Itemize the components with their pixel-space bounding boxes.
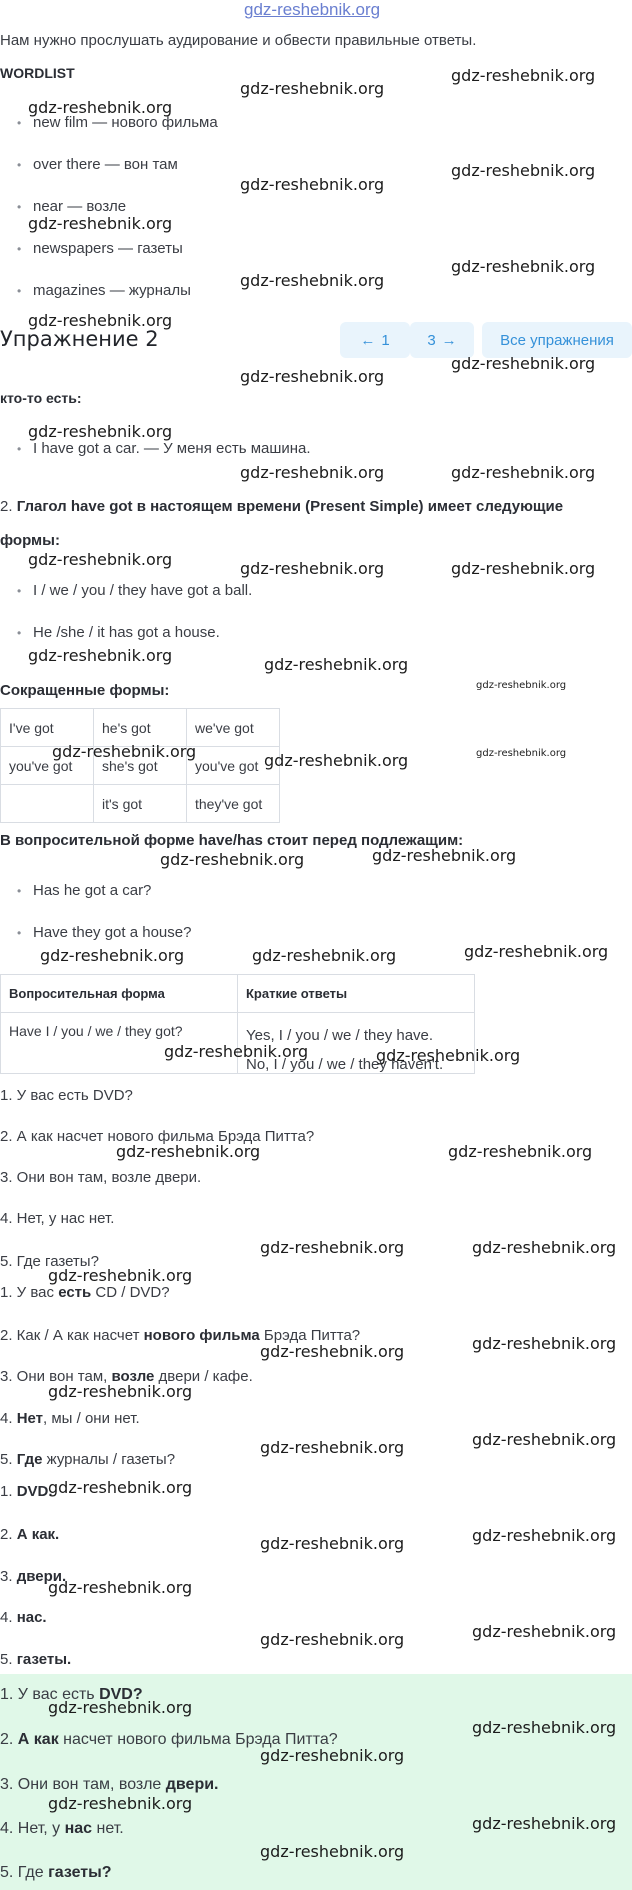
intro-text: Нам нужно прослушать аудирование и обвести правильные ответы.	[0, 32, 477, 49]
final-line: 3. Они вон там, возле двери.	[0, 1776, 219, 1793]
site-title-link[interactable]: gdz-reshebnik.org	[244, 0, 381, 19]
table-cell: Have I / you / we / they got?	[1, 1013, 238, 1074]
all-exercises-button[interactable]: Все упражнения	[482, 322, 632, 358]
watermark: gdz-reshebnik.org	[48, 1478, 193, 1497]
watermark: gdz-reshebnik.org	[476, 748, 567, 759]
variant-line: 4. Нет, мы / они нет.	[0, 1410, 140, 1427]
wordlist-title: WORDLIST	[0, 65, 75, 81]
watermark: gdz-reshebnik.org	[116, 1142, 261, 1161]
watermark: gdz-reshebnik.org	[448, 1142, 593, 1161]
watermark: gdz-reshebnik.org	[472, 1718, 617, 1737]
arrow-left-icon: ←	[360, 331, 376, 349]
exercise-title: Упражнение 2	[0, 327, 159, 351]
watermark: gdz-reshebnik.org	[164, 1042, 309, 1061]
grammar-example: • I have got a car. — У меня есть машина.	[33, 440, 311, 457]
prev-exercise-button[interactable]: ← 1	[340, 322, 410, 358]
translation-line: 5. Где газеты?	[0, 1253, 99, 1270]
table-cell: Yes, I / you / we / they have. No, I / you / we / they haven't.	[238, 1013, 475, 1074]
watermark: gdz-reshebnik.org	[28, 98, 173, 117]
watermark: gdz-reshebnik.org	[451, 161, 596, 180]
answer-line: 2. А как.	[0, 1526, 60, 1543]
rule-2: 2. Глагол have got в настоящем времени (Present Simple) имеет следующие	[0, 498, 564, 515]
watermark: gdz-reshebnik.org	[260, 1342, 405, 1361]
wordlist-item: • over there — вон там	[33, 156, 178, 173]
watermark: gdz-reshebnik.org	[52, 742, 197, 761]
watermark: gdz-reshebnik.org	[472, 1526, 617, 1545]
watermark: gdz-reshebnik.org	[28, 422, 173, 441]
wordlist-item: • new film — нового фильма	[33, 114, 218, 131]
watermark: gdz-reshebnik.org	[160, 850, 305, 869]
wordlist-item: • near — возле	[33, 198, 126, 215]
table-header: Вопросительная форма	[1, 975, 238, 1013]
short-forms-table	[0, 708, 280, 823]
watermark: gdz-reshebnik.org	[48, 1698, 193, 1717]
watermark: gdz-reshebnik.org	[48, 1578, 193, 1597]
translation-line: 2. А как насчет нового фильма Брэда Питта?	[0, 1128, 315, 1145]
watermark: gdz-reshebnik.org	[451, 354, 596, 373]
watermark: gdz-reshebnik.org	[240, 175, 385, 194]
table-cell	[1, 785, 94, 823]
watermark: gdz-reshebnik.org	[472, 1430, 617, 1449]
watermark: gdz-reshebnik.org	[48, 1794, 193, 1813]
translation-line: 3. Они вон там, возле двери.	[0, 1169, 202, 1186]
final-line: 1. У вас есть DVD?	[0, 1686, 143, 1703]
watermark: gdz-reshebnik.org	[260, 1630, 405, 1649]
watermark: gdz-reshebnik.org	[48, 1266, 193, 1285]
table-cell: you've got	[187, 747, 280, 785]
answer-line: 4. нас.	[0, 1609, 47, 1626]
watermark: gdz-reshebnik.org	[260, 1238, 405, 1257]
watermark: gdz-reshebnik.org	[252, 946, 397, 965]
watermark: gdz-reshebnik.org	[264, 655, 409, 674]
wordlist-item: • magazines — журналы	[33, 282, 191, 299]
final-line: 5. Где газеты?	[0, 1864, 112, 1881]
answer-line: 5. газеты.	[0, 1651, 72, 1668]
table-cell: he's got	[94, 709, 187, 747]
watermark: gdz-reshebnik.org	[240, 367, 385, 386]
variant-line: 5. Где журналы / газеты?	[0, 1451, 176, 1468]
answer-line: 3. двери.	[0, 1568, 67, 1585]
variant-line: 1. У вас есть CD / DVD?	[0, 1284, 170, 1301]
form-item: • I / we / you / they have got a ball.	[33, 582, 252, 599]
table-cell: you've got	[1, 747, 94, 785]
watermark: gdz-reshebnik.org	[48, 1382, 193, 1401]
watermark: gdz-reshebnik.org	[240, 79, 385, 98]
watermark: gdz-reshebnik.org	[464, 942, 609, 961]
watermark: gdz-reshebnik.org	[451, 66, 596, 85]
table-row	[1, 709, 280, 747]
table-cell: she's got	[94, 747, 187, 785]
arrow-right-icon: →	[441, 331, 457, 349]
watermark: gdz-reshebnik.org	[260, 1438, 405, 1457]
table-cell: they've got	[187, 785, 280, 823]
form-item: • He /she / it has got a house.	[33, 624, 220, 641]
variant-line: 3. Они вон там, возле двери / кафе.	[0, 1368, 253, 1385]
short-forms-label: Сокращенные формы:	[0, 682, 170, 699]
final-line: 4. Нет, у нас нет.	[0, 1820, 124, 1837]
watermark: gdz-reshebnik.org	[260, 1534, 405, 1553]
watermark: gdz-reshebnik.org	[476, 680, 567, 691]
watermark: gdz-reshebnik.org	[451, 463, 596, 482]
watermark: gdz-reshebnik.org	[260, 1746, 405, 1765]
watermark: gdz-reshebnik.org	[451, 257, 596, 276]
final-line: 2. А как насчет нового фильма Брэда Питта?	[0, 1731, 338, 1748]
translation-line: 4. Нет, у нас нет.	[0, 1210, 115, 1227]
next-exercise-button[interactable]: 3 →	[410, 322, 474, 358]
translation-line: 1. У вас есть DVD?	[0, 1087, 133, 1104]
watermark: gdz-reshebnik.org	[372, 846, 517, 865]
forms-label: формы:	[0, 532, 60, 549]
watermark: gdz-reshebnik.org	[28, 646, 173, 665]
watermark: gdz-reshebnik.org	[472, 1814, 617, 1833]
watermark: gdz-reshebnik.org	[28, 214, 173, 233]
watermark: gdz-reshebnik.org	[472, 1622, 617, 1641]
question-example: • Has he got a car?	[33, 882, 151, 899]
watermark: gdz-reshebnik.org	[264, 751, 409, 770]
table-cell: I've got	[1, 709, 94, 747]
variant-line: 2. Как / А как насчет нового фильма Брэда Питта?	[0, 1327, 361, 1344]
watermark: gdz-reshebnik.org	[376, 1046, 521, 1065]
watermark: gdz-reshebnik.org	[240, 271, 385, 290]
table-cell: we've got	[187, 709, 280, 747]
watermark: gdz-reshebnik.org	[451, 559, 596, 578]
answer-line: 1. DVD.	[0, 1483, 53, 1500]
question-example: • Have they got a house?	[33, 924, 191, 941]
watermark: gdz-reshebnik.org	[240, 559, 385, 578]
watermark: gdz-reshebnik.org	[472, 1334, 617, 1353]
watermark: gdz-reshebnik.org	[260, 1842, 405, 1861]
question-rule: В вопросительной форме have/has стоит перед подлежащим:	[0, 832, 464, 849]
table-cell: it's got	[94, 785, 187, 823]
grammar-fragment: кто-то есть:	[0, 390, 82, 406]
watermark: gdz-reshebnik.org	[240, 463, 385, 482]
table-header: Краткие ответы	[238, 975, 475, 1013]
table-row	[1, 785, 280, 823]
wordlist-item: • newspapers — газеты	[33, 240, 183, 257]
watermark: gdz-reshebnik.org	[472, 1238, 617, 1257]
watermark: gdz-reshebnik.org	[28, 311, 173, 330]
table-row	[1, 975, 475, 1013]
watermark: gdz-reshebnik.org	[28, 550, 173, 569]
watermark: gdz-reshebnik.org	[40, 946, 185, 965]
